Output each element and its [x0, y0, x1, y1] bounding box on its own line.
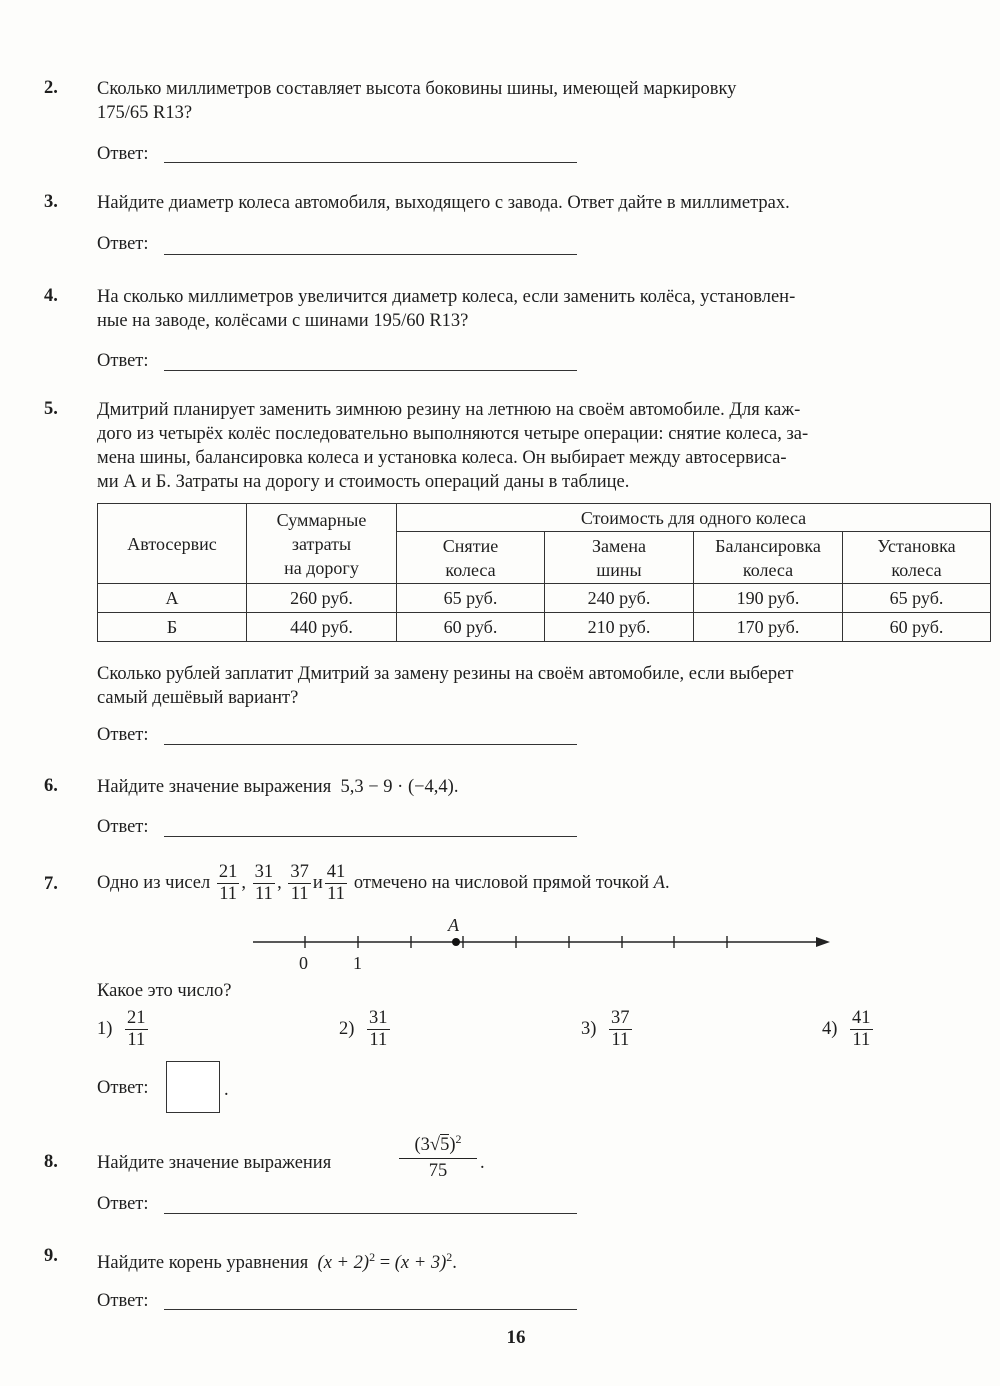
- table-cell: А: [98, 584, 247, 613]
- answer-box[interactable]: [166, 1061, 220, 1113]
- table-cell: 65 руб.: [397, 584, 545, 613]
- question-text: Сколько миллиметров составляет высота боковины шины, имеющей маркировку: [97, 79, 737, 99]
- question-text: Найдите значение выражения 5,3 − 9 · (−4,4).: [97, 777, 459, 797]
- answer-field[interactable]: [164, 1309, 577, 1310]
- fraction-numerator: $(3√5)^2$: [399, 1122, 477, 1159]
- question-text: дого из четырёх колёс последовательно выполняются четыре операции: снятие колеса, за-: [97, 424, 809, 444]
- question-number: 9.: [44, 1246, 58, 1266]
- answer-field[interactable]: [164, 162, 577, 163]
- answer-label: Ответ:: [97, 144, 149, 164]
- question-number: 3.: [44, 192, 58, 212]
- answer-field[interactable]: [164, 744, 577, 745]
- question-text: мена шины, балансировка колеса и установка колеса. Он выбирает между автосервиса-: [97, 448, 787, 468]
- table-cell: 65 руб.: [843, 584, 991, 613]
- answer-choice-1[interactable]: 1) $\frac{21}{11}$: [97, 1008, 146, 1050]
- point-a: [452, 938, 460, 946]
- question-number: 7.: [44, 874, 58, 894]
- question-text: Найдите значение выражения: [97, 1153, 332, 1173]
- table-cell: 440 руб.: [247, 613, 397, 642]
- answer-field[interactable]: [164, 836, 577, 837]
- axis-label-zero: 0: [299, 953, 308, 973]
- question-number: 5.: [44, 399, 58, 419]
- table-cell: 190 руб.: [694, 584, 843, 613]
- answer-choice-2[interactable]: 2) $\frac{31}{11}$: [339, 1008, 388, 1050]
- answer-choice-3[interactable]: 3) $\frac{37}{11}$: [581, 1008, 630, 1050]
- answer-label: Ответ:: [97, 234, 149, 254]
- answer-choice-4[interactable]: 4) $\frac{41}{11}$: [822, 1008, 871, 1050]
- table-header-replace: Замена шины: [545, 532, 694, 584]
- fraction: $\frac{37}{11}$: [290, 862, 309, 905]
- question-text: Сколько рублей заплатит Дмитрий за замену резины на своём автомобиле, если выберет: [97, 664, 794, 684]
- table-cell: 60 руб.: [843, 613, 991, 642]
- table-cell: 210 руб.: [545, 613, 694, 642]
- answer-field[interactable]: [164, 254, 577, 255]
- question-text: Одно из чисел $\frac{21}{11}$ , $\frac{31}{11}$ , $\frac{37}{11}$ и $\frac{41}{11}$ отмечено на числовой прямой точкой A.: [97, 862, 670, 905]
- answer-label: Ответ:: [97, 725, 149, 745]
- table-cell: 60 руб.: [397, 613, 545, 642]
- equation-right: (x + 3): [394, 1253, 447, 1274]
- table-row: [98, 584, 991, 613]
- prices-table: [97, 503, 991, 642]
- table-header-service: Автосервис: [98, 504, 247, 584]
- table-header-balance: Балансировка колеса: [694, 532, 843, 584]
- question-text: Какое это число?: [97, 981, 232, 1001]
- fraction: $\frac{21}{11}$: [218, 862, 238, 905]
- question-number: 2.: [44, 78, 58, 98]
- fraction-denominator: 75: [428, 1161, 448, 1181]
- table-header-install: Установка колеса: [843, 532, 991, 584]
- table-header-travel: Суммарные затраты на дорогу: [247, 504, 397, 584]
- page-number: 16: [506, 1327, 526, 1348]
- question-text: Найдите диаметр колеса автомобиля, выходящего с завода. Ответ дайте в миллиметрах.: [97, 193, 790, 213]
- question-text: ные на заводе, колёсами с шинами 195/60 R13?: [97, 311, 469, 331]
- table-cell: 170 руб.: [694, 613, 843, 642]
- table-header-remove: Снятие колеса: [397, 532, 545, 584]
- arrow-right-icon: [816, 937, 830, 947]
- math-expression: 5,3 − 9 · (−4,4): [340, 777, 454, 797]
- answer-period: .: [224, 1080, 229, 1100]
- question-text: самый дешёвый вариант?: [97, 688, 299, 708]
- table-cell: 240 руб.: [545, 584, 694, 613]
- number-line: [240, 905, 840, 975]
- question-text: Найдите корень уравнения $(x + 2)^2 = (x + 3)^2$.: [97, 1250, 457, 1274]
- fraction: $\frac{31}{11}$: [254, 862, 274, 905]
- answer-label: Ответ:: [97, 1194, 149, 1214]
- equation-left: (x + 2): [317, 1253, 370, 1274]
- answer-label: Ответ:: [97, 1078, 149, 1098]
- answer-label: Ответ:: [97, 351, 149, 371]
- answer-field[interactable]: [164, 370, 577, 371]
- question-text: 175/65 R13?: [97, 103, 193, 123]
- question-number: 6.: [44, 776, 58, 796]
- math-end: .: [480, 1153, 485, 1173]
- fraction: $\frac{41}{11}$: [326, 862, 346, 905]
- question-text: На сколько миллиметров увеличится диаметр колеса, если заменить колёса, установлен-: [97, 287, 796, 307]
- table-cell: 260 руб.: [247, 584, 397, 613]
- answer-field[interactable]: [164, 1213, 577, 1214]
- table-cell: Б: [98, 613, 247, 642]
- table-header-group: Стоимость для одного колеса: [397, 504, 991, 532]
- answer-label: Ответ:: [97, 817, 149, 837]
- axis-label-one: 1: [353, 953, 362, 973]
- math-fraction: [399, 1122, 477, 1183]
- question-number: 4.: [44, 286, 58, 306]
- answer-label: Ответ:: [97, 1291, 149, 1311]
- table-row: [98, 613, 991, 642]
- question-number: 8.: [44, 1152, 58, 1172]
- point-a-label: A: [448, 915, 459, 935]
- question-text: ми А и Б. Затраты на дорогу и стоимость операций даны в таблице.: [97, 472, 630, 492]
- question-text: Дмитрий планирует заменить зимнюю резину на летнюю на своём автомобиле. Для каж-: [97, 400, 801, 420]
- sqrt-icon: √: [429, 1135, 441, 1156]
